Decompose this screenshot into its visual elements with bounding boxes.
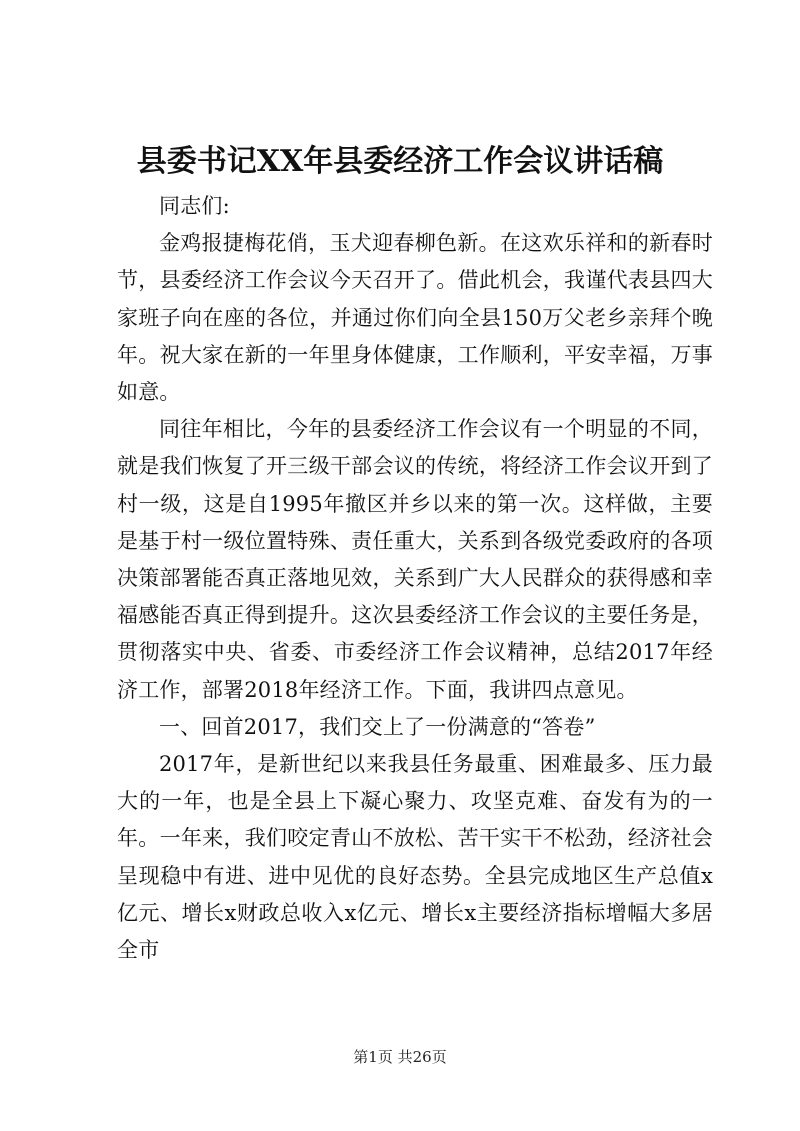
document-title: 县委书记XX年县委经济工作会议讲话稿 bbox=[136, 144, 664, 179]
document-body bbox=[117, 188, 713, 969]
section-heading: 一、回首2017，我们交上了一份满意的“答卷” bbox=[159, 714, 596, 739]
section-paragraph: 2017年，是新世纪以来我县任务最重、困难最多、压力最大的一年，也是全县上下凝心聚力、攻坚克难、奋发有为的一年。一年来，我们咬定青山不放松、苦干实干不松劲，经济社会呈现稳中有进、进中见优的良好态势。全县完成地区生产总值x亿元、增长x财政总收入x亿元、增长x主要经济指标增幅大多居全市 bbox=[117, 752, 713, 963]
salutation: 同志们: bbox=[159, 194, 230, 218]
paragraph-1: 金鸡报捷梅花俏，玉犬迎春柳色新。在这欢乐祥和的新春时节，县委经济工作会议今天召开了。借此机会，我谨代表县四大家班子向在座的各位，并通过你们向全县150万父老乡亲拜个晚年。祝大家在新的一年里身体健康，工作顺利，平安幸福，万事如意。 bbox=[117, 231, 713, 405]
paragraph-2: 同往年相比，今年的县委经济工作会议有一个明显的不同，就是我们恢复了开三级干部会议的传统，将经济工作会议开到了村一级，这是自1995年撤区并乡以来的第一次。这样做，主要是基于村一级位置特殊、责任重大，关系到各级党委政府的各项决策部署能否真正落地见效，关系到广大人民群众的获得感和幸福感能否真正得到提升。这次县委经济工作会议的主要任务是，贯彻落实中央、省委、市委经济工作会议精神，总结2017年经济工作，部署2018年经济工作。下面，我讲四点意见。 bbox=[117, 417, 713, 702]
page-footer: 第1页 共26页 bbox=[353, 1048, 447, 1066]
